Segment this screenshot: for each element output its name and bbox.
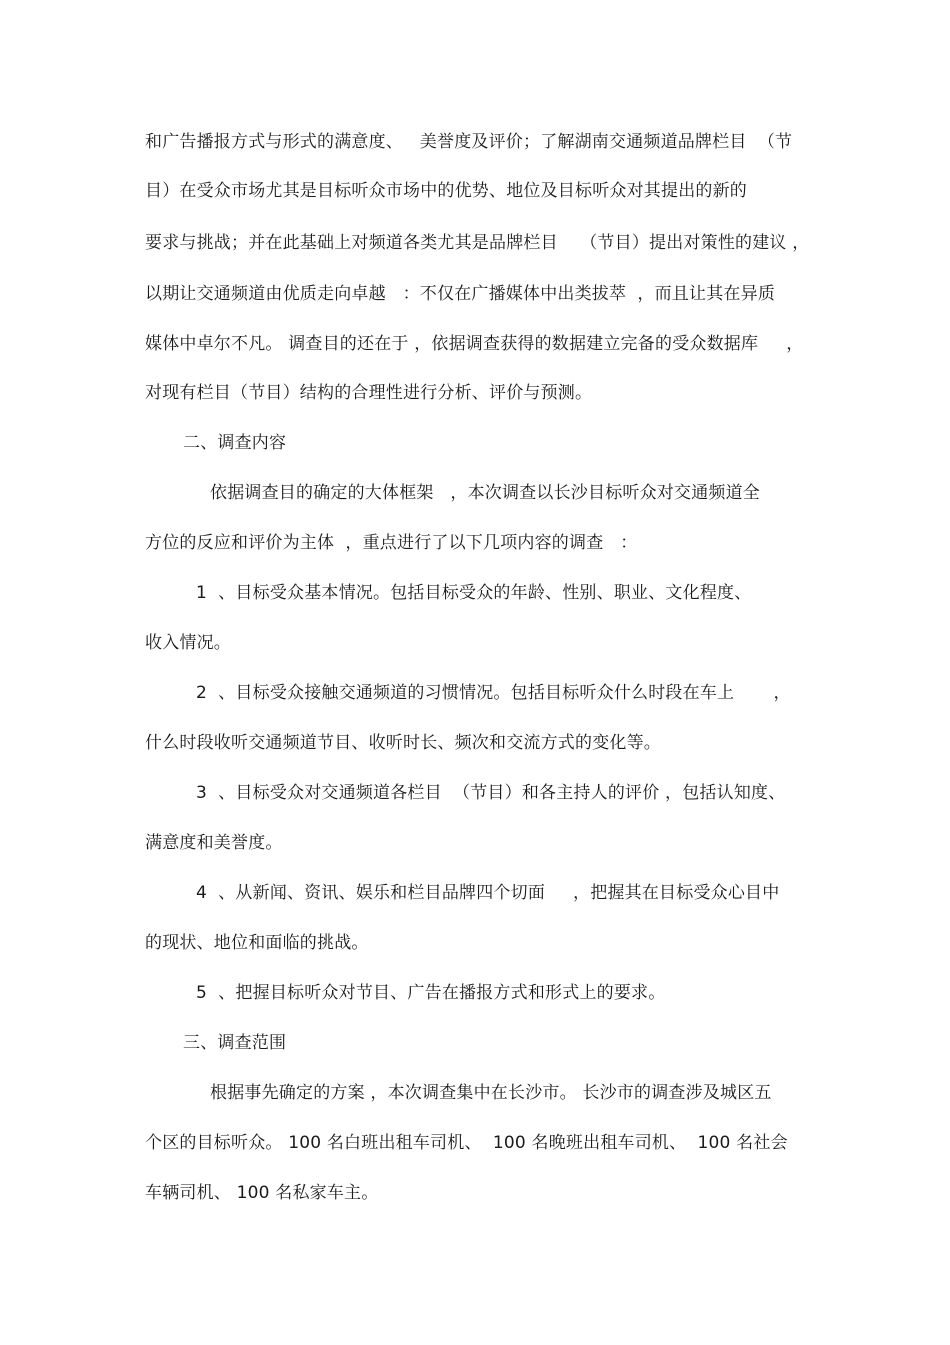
list-item-2-continuation: 什么时段收听交通频道节目、收听时长、频次和交流方式的变化等。 bbox=[145, 733, 661, 753]
body-line-2: 目）在受众市场尤其是目标听众市场中的优势、地位及目标听众对其提出的新的 bbox=[145, 181, 747, 201]
list-item-5: 5 、把握目标听众对节目、广告在播报方式和形式上的要求。 bbox=[196, 983, 666, 1003]
body-line-6: 对现有栏目（节目）结构的合理性进行分析、评价与预测。 bbox=[145, 383, 593, 403]
list-item-1: 1 、目标受众基本情况。包括目标受众的年龄、性别、职业、文化程度、 bbox=[196, 583, 752, 603]
body-line-3: 要求与挑战；并在此基础上对频道各类尤其是品牌栏目 （节目）提出对策性的建议 ， bbox=[145, 233, 810, 253]
paragraph-line: 个区的目标听众。 100 名白班出租车司机、 100 名晚班出租车司机、 100 名社会 bbox=[145, 1133, 788, 1153]
list-item-3-continuation: 满意度和美誉度。 bbox=[145, 833, 283, 853]
body-line-1: 和广告播报方式与形式的满意度、 美誉度及评价；了解湖南交通频道品牌栏目 （节 bbox=[145, 132, 793, 152]
paragraph-line: 根据事先确定的方案 ，本次调查集中在长沙市。 长沙市的调查涉及城区五 bbox=[210, 1083, 772, 1103]
list-item-4-continuation: 的现状、地位和面临的挑战。 bbox=[145, 933, 369, 953]
list-item-4: 4 、从新闻、资讯、娱乐和栏目品牌四个切面 ，把握其在目标受众心目中 bbox=[196, 883, 780, 903]
body-line-4: 以期让交通频道由优质走向卓越 ：不仅在广播媒体中出类拔萃 ，而且让其在异质 bbox=[145, 284, 776, 304]
paragraph-line: 车辆司机、 100 名私家车主。 bbox=[145, 1183, 379, 1203]
body-line-5: 媒体中卓尔不凡。 调查目的还在于 ，依据调查获得的数据建立完备的受众数据库 ， bbox=[145, 334, 804, 354]
section-heading-content: 二、调查内容 bbox=[183, 433, 287, 453]
paragraph-line: 依据调查目的确定的大体框架 ，本次调查以长沙目标听众对交通频道全 bbox=[210, 483, 761, 503]
paragraph-line: 方位的反应和评价为主体 ，重点进行了以下几项内容的调查 ： bbox=[145, 533, 638, 553]
list-item-2: 2 、目标受众接触交通频道的习惯情况。包括目标听众什么时段在车上 ， bbox=[196, 683, 791, 703]
list-item-3: 3 、目标受众对交通频道各栏目 （节目）和各主持人的评价 ，包括认知度、 bbox=[196, 783, 786, 803]
section-heading-scope: 三、调查范围 bbox=[183, 1033, 287, 1053]
list-item-1-continuation: 收入情况。 bbox=[145, 633, 231, 653]
